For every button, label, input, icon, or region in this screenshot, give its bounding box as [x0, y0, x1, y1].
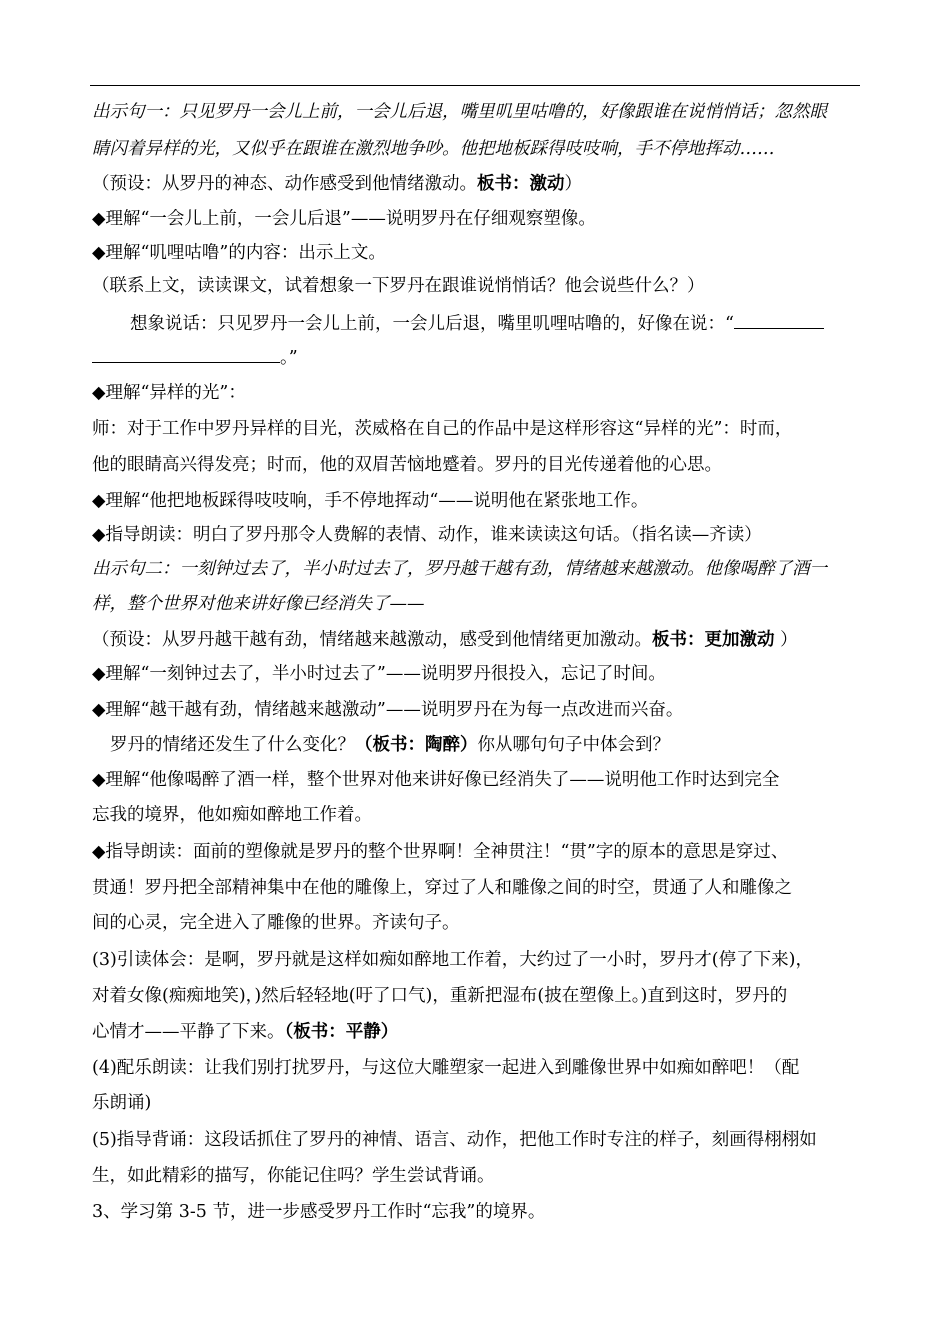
bullet-item: ◆指导朗读：明白了罗丹那令人费解的表情、动作，谁来读读这句话。（指名读—齐读）: [92, 525, 762, 545]
bullet-item: ◆理解“一刻钟过去了，半小时过去了”——说明罗丹很投入，忘记了时间。: [92, 664, 666, 684]
bullet-item: ◆理解“他把地板踩得吱吱响，手不停地挥动“——说明他在紧张地工作。: [92, 491, 649, 511]
fill-in-blank: [92, 344, 280, 363]
quote-2-line-2: 样，整个世界对他来讲好像已经消失了——: [92, 594, 425, 614]
fill-in-blank: [734, 310, 824, 329]
paragraph-line: 忘我的境界，他如痴如醉地工作着。: [92, 805, 372, 825]
step-3-line-3: 心情才——平静了下来。（板书：平静）: [92, 1022, 399, 1042]
step-5-line-1: (5)指导背诵：这段话抓住了罗丹的神情、语言、动作，把他工作时专注的样子，刻画得栩栩如: [92, 1130, 817, 1150]
header-rule: [90, 85, 860, 86]
section-heading: 3、学习第 3-5 节，进一步感受罗丹工作时“忘我”的境界。: [92, 1202, 546, 1222]
bullet-item: ◆理解“叽哩咕噜”的内容：出示上文。: [92, 243, 386, 263]
paragraph-line: 他的眼睛高兴得发亮；时而，他的双眉苦恼地蹙着。罗丹的目光传递着他的心思。: [92, 455, 722, 475]
board-note: （板书：平静）: [284, 1022, 399, 1042]
board-note: 板书：激动: [477, 174, 565, 194]
bullet-item: ◆理解“异样的光”：: [92, 383, 246, 403]
quote-2-line-1: 出示句二：一刻钟过去了，半小时过去了，罗丹越干越有劲，情绪越来越激动。他像喝醉了酒一: [92, 559, 827, 579]
step-3-line-2: 对着女像(痴痴地笑)，)然后轻轻地(吁了口气)，重新把湿布(披在塑像上。)直到这时，罗丹的: [92, 986, 788, 1006]
step-5-line-2: 生，如此精彩的描写，你能记住吗？学生尝试背诵。: [92, 1166, 495, 1186]
quote-1-line-1: 出示句一：只见罗丹一会儿上前，一会儿后退，嘴里叽里咕噜的，好像跟谁在说悄悄话；忽然眼: [92, 102, 827, 122]
bullet-item: ◆理解“一会儿上前，一会儿后退”——说明罗丹在仔细观察塑像。: [92, 209, 596, 229]
step-4-line-1: (4)配乐朗读：让我们别打扰罗丹，与这位大雕塑家一起进入到雕像世界中如痴如醉吧！（配: [92, 1058, 800, 1078]
quote-1-line-2: 睛闪着异样的光，又似乎在跟谁在激烈地争吵。他把地板踩得吱吱响，手不停地挥动……: [92, 139, 775, 159]
paragraph-line: （联系上文，读读课文，试着想象一下罗丹在跟谁说悄悄话？他会说些什么？）: [92, 276, 705, 296]
step-4-line-2: 乐朗诵): [92, 1093, 152, 1113]
board-note: （板书：陶醉）: [355, 735, 478, 755]
question-line: 罗丹的情绪还发生了什么变化？（板书：陶醉）你从哪句句子中体会到？: [110, 735, 670, 755]
imagine-line-2: 。”: [92, 344, 872, 370]
bullet-item: ◆理解“他像喝醉了酒一样，整个世界对他来讲好像已经消失了——说明他工作时达到完全: [92, 770, 780, 790]
paragraph-line: 师：对于工作中罗丹异样的目光，茨威格在自己的作品中是这样形容这“异样的光”：时而，: [92, 419, 793, 439]
paragraph-line: 贯通！罗丹把全部精神集中在他的雕像上，穿过了人和雕像之间的时空，贯通了人和雕像之: [92, 878, 792, 898]
board-note: 板书：更加激动: [652, 630, 775, 650]
step-3-line-1: (3)引读体会：是啊，罗丹就是这样如痴如醉地工作着，大约过了一小时，罗丹才(停了下来)，: [92, 950, 813, 970]
preset-1: （预设：从罗丹的神态、动作感受到他情绪激动。板书：激动）: [92, 174, 582, 194]
bullet-item: ◆指导朗读：面前的塑像就是罗丹的整个世界啊！全神贯注！“贯”字的原本的意思是穿过、: [92, 842, 789, 862]
paragraph-line: 间的心灵，完全进入了雕像的世界。齐读句子。: [92, 913, 460, 933]
preset-2: （预设：从罗丹越干越有劲，情绪越来越激动，感受到他情绪更加激动。板书：更加激动 ）: [92, 630, 798, 650]
bullet-item: ◆理解“越干越有劲，情绪越来越激动”——说明罗丹在为每一点改进而兴奋。: [92, 700, 684, 720]
imagine-line-1: 想象说话：只见罗丹一会儿上前，一会儿后退，嘴里叽哩咕噜的，好像在说：“: [130, 310, 910, 336]
